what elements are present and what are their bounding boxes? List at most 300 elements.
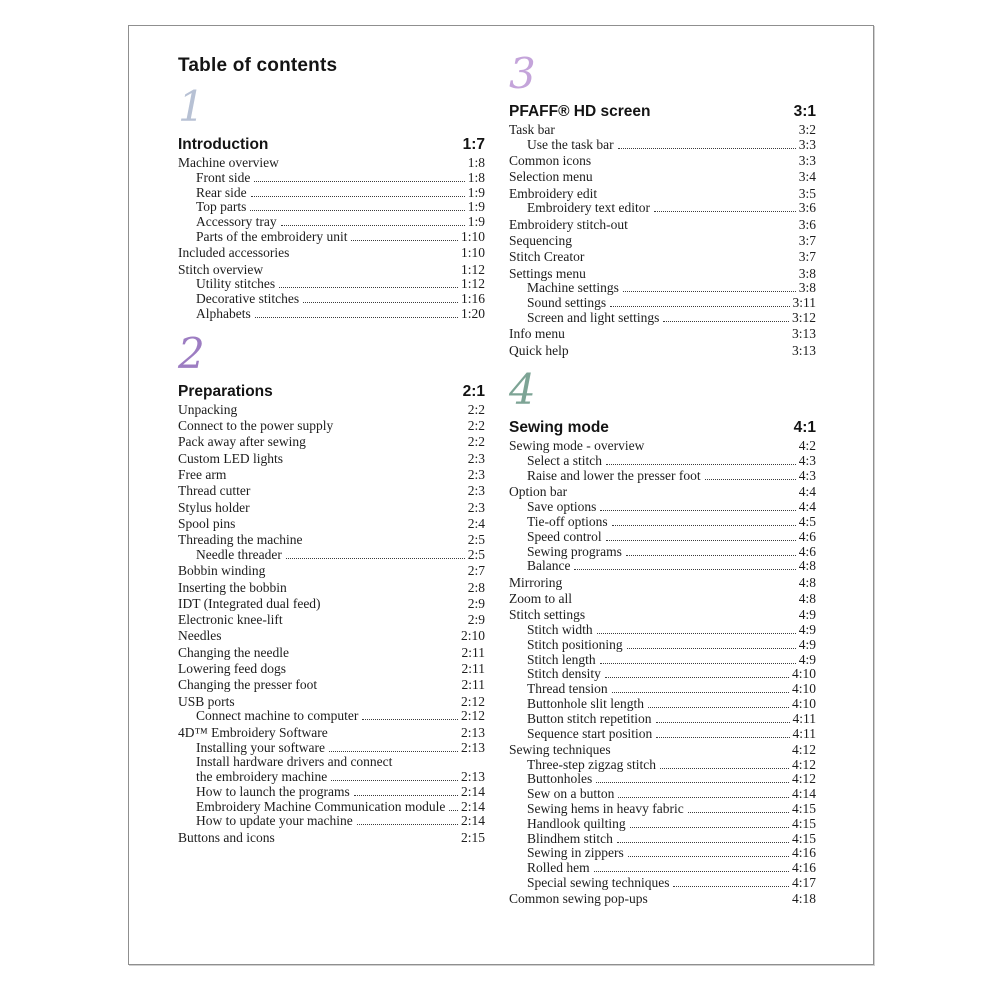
entry-label: Connect machine to computer xyxy=(196,708,359,724)
toc-entry xyxy=(509,758,816,773)
entry-label: Electronic knee-lift xyxy=(178,612,283,628)
entry-label: Needle threader xyxy=(196,546,282,562)
entry-label: Save options xyxy=(527,499,597,515)
entry-page: 4:11 xyxy=(792,725,816,741)
entry-page: 4:4 xyxy=(798,499,816,515)
entry-page: 4:11 xyxy=(792,710,816,726)
toc-entry xyxy=(509,469,816,484)
leader-dots xyxy=(656,737,789,738)
leader-dots xyxy=(286,558,465,559)
leader-dots xyxy=(600,510,795,511)
leader-dots xyxy=(648,707,789,708)
entry-label: Accessory tray xyxy=(196,214,277,230)
entry-label: USB ports xyxy=(178,693,235,709)
leader-dots xyxy=(660,768,789,769)
leader-dots xyxy=(331,780,458,781)
toc-entry xyxy=(178,200,485,215)
entry-page: 4:10 xyxy=(791,696,816,711)
entry-page: 4:8 xyxy=(798,574,816,590)
leader-dots xyxy=(612,525,796,526)
entry-page: 4:4 xyxy=(798,484,816,500)
toc-entry xyxy=(509,311,816,326)
entry-page: 4:9 xyxy=(798,607,816,623)
entry-label: Stitch positioning xyxy=(527,636,623,652)
entry-page: 4:9 xyxy=(798,651,816,667)
entry-label: Handlook quilting xyxy=(527,815,626,831)
entry-page: 3:12 xyxy=(791,310,816,326)
leader-dots xyxy=(255,317,458,318)
entry-label: Top parts xyxy=(196,199,247,215)
toc-entry xyxy=(178,215,485,230)
entry-label: Sound settings xyxy=(527,295,607,311)
section-header xyxy=(509,416,816,439)
entry-label: Machine overview xyxy=(178,155,279,170)
entry-page: 2:9 xyxy=(467,595,485,611)
section-entries xyxy=(178,156,485,322)
toc-entry xyxy=(178,484,485,499)
entry-page: 3:8 xyxy=(798,280,816,296)
toc-entry xyxy=(509,861,816,876)
entry-label: Common icons xyxy=(509,153,592,169)
entry-page: 3:2 xyxy=(798,122,816,137)
entry-label: Thread tension xyxy=(527,681,608,697)
entry-page: 2:13 xyxy=(460,769,485,785)
entry-label: Rear side xyxy=(196,184,247,200)
leader-dots xyxy=(605,677,789,678)
leader-dots xyxy=(612,692,789,693)
leader-dots xyxy=(663,321,789,322)
entry-page: 2:14 xyxy=(460,783,485,799)
toc-entry xyxy=(178,419,485,434)
entry-label: Pack away after sewing xyxy=(178,434,306,450)
entry-label: Embroidery Machine Communication module xyxy=(196,798,446,814)
toc-entry xyxy=(509,667,816,682)
entry-page: 1:10 xyxy=(460,228,485,244)
entry-page: 2:11 xyxy=(461,661,485,677)
entry-label: Settings menu xyxy=(509,265,586,281)
entry-page: 1:9 xyxy=(467,199,485,215)
toc-entry xyxy=(509,123,816,138)
entry-label: Unpacking xyxy=(178,401,238,417)
entry-label: Sequence start position xyxy=(527,725,653,741)
entry-page: 4:12 xyxy=(791,771,816,787)
entry-label: Sequencing xyxy=(509,233,572,249)
entry-page: 4:9 xyxy=(798,622,816,638)
toc-entry xyxy=(178,662,485,677)
entry-page: 3:6 xyxy=(798,216,816,232)
toc-column-left xyxy=(178,56,485,846)
leader-dots xyxy=(628,856,789,857)
entry-label: Mirroring xyxy=(509,574,563,590)
toc-entry xyxy=(509,892,816,907)
entry-page: 3:5 xyxy=(798,185,816,201)
leader-dots xyxy=(656,722,790,723)
section-header xyxy=(178,133,485,156)
toc-entry xyxy=(178,709,485,724)
toc-entry xyxy=(509,154,816,169)
entry-page: 1:8 xyxy=(467,155,485,170)
entry-page: 2:13 xyxy=(460,724,485,740)
entry-label: Info menu xyxy=(509,326,565,342)
entry-page: 4:2 xyxy=(798,438,816,454)
toc-entry xyxy=(178,156,485,171)
entry-page: 4:18 xyxy=(791,891,816,907)
entry-label: Blindhem stitch xyxy=(527,830,613,846)
entry-label: How to update your machine xyxy=(196,813,353,829)
toc-entry xyxy=(509,817,816,832)
entry-label: Changing the presser foot xyxy=(178,677,318,693)
toc-entry xyxy=(178,468,485,483)
entry-page: 4:15 xyxy=(791,815,816,831)
leader-dots xyxy=(600,663,796,664)
toc-entry xyxy=(509,327,816,342)
entry-page: 4:12 xyxy=(791,741,816,757)
entry-label: Sewing techniques xyxy=(509,741,611,757)
toc-entry xyxy=(178,678,485,693)
toc-entry xyxy=(509,250,816,265)
toc-column-right xyxy=(509,49,816,907)
entry-label: Machine settings xyxy=(527,280,619,296)
entry-page: 2:5 xyxy=(467,532,485,548)
leader-dots xyxy=(362,719,458,720)
leader-dots xyxy=(673,886,789,887)
section-title: Sewing mode xyxy=(509,419,609,437)
toc-entry xyxy=(178,263,485,278)
entry-page: 2:5 xyxy=(467,546,485,562)
toc-entry xyxy=(178,613,485,628)
entry-page: 1:9 xyxy=(467,214,485,230)
toc-entry xyxy=(178,629,485,644)
toc-entry xyxy=(509,201,816,216)
entry-page: 2:15 xyxy=(460,829,485,845)
section-page: 3:1 xyxy=(793,103,816,120)
entry-label: Rolled hem xyxy=(527,860,590,876)
toc-entry xyxy=(178,452,485,467)
entry-page: 3:3 xyxy=(798,153,816,169)
entry-page: 4:8 xyxy=(798,590,816,606)
entry-label: Embroidery edit xyxy=(509,185,598,201)
entry-page: 3:11 xyxy=(792,295,816,311)
toc-entry xyxy=(509,218,816,233)
toc-entry xyxy=(509,876,816,891)
entry-page: 2:3 xyxy=(467,483,485,499)
entry-label: Sewing in zippers xyxy=(527,845,624,861)
toc-entry xyxy=(178,533,485,548)
section-title: Introduction xyxy=(178,136,269,153)
leader-dots xyxy=(617,842,789,843)
leader-dots xyxy=(279,287,458,288)
toc-entry xyxy=(178,597,485,612)
entry-label: Screen and light settings xyxy=(527,310,660,326)
entry-page: 2:8 xyxy=(467,579,485,595)
toc-entry xyxy=(509,653,816,668)
section-number: 4 xyxy=(509,365,536,415)
entry-page: 2:3 xyxy=(467,466,485,482)
leader-dots xyxy=(705,479,796,480)
entry-page: 2:10 xyxy=(460,628,485,644)
toc-entry xyxy=(178,770,485,785)
toc-entry xyxy=(178,171,485,186)
leader-dots xyxy=(610,306,789,307)
entry-label: Stitch density xyxy=(527,666,601,682)
toc-section-2 xyxy=(178,328,485,846)
entry-label: Buttonhole slit length xyxy=(527,696,644,711)
leader-dots xyxy=(597,633,796,634)
toc-entry xyxy=(178,277,485,292)
entry-page: 4:10 xyxy=(791,666,816,682)
entry-page: 1:12 xyxy=(460,276,485,292)
entry-page: 4:3 xyxy=(798,468,816,484)
entry-page: 3:13 xyxy=(791,342,816,358)
toc-entry xyxy=(509,296,816,311)
entry-page: 3:8 xyxy=(798,265,816,281)
section-page: 4:1 xyxy=(793,419,816,437)
leader-dots xyxy=(618,148,796,149)
section-number: 3 xyxy=(509,49,536,98)
leader-dots xyxy=(354,795,458,796)
page-title: Table of contents xyxy=(178,55,338,76)
entry-page: 4:14 xyxy=(791,786,816,802)
toc-entry xyxy=(509,802,816,817)
entry-page: 2:11 xyxy=(461,644,485,660)
entry-page: 4:8 xyxy=(798,558,816,574)
entry-page: 4:3 xyxy=(798,453,816,469)
toc-entry xyxy=(509,454,816,469)
toc-entry xyxy=(178,501,485,516)
leader-dots xyxy=(351,240,458,241)
toc-entry xyxy=(178,564,485,579)
toc-entry xyxy=(509,682,816,697)
toc-entry xyxy=(509,439,816,454)
leader-dots xyxy=(627,648,796,649)
leader-dots xyxy=(574,569,795,570)
toc-entry xyxy=(178,292,485,307)
toc-entry xyxy=(178,581,485,596)
toc-entry xyxy=(178,831,485,846)
entry-label: Option bar xyxy=(509,484,568,500)
leader-dots xyxy=(626,555,796,556)
leader-dots xyxy=(594,871,789,872)
toc-entry xyxy=(178,403,485,418)
toc-entry xyxy=(509,712,816,727)
toc-columns xyxy=(178,49,816,907)
entry-label: Buttons and icons xyxy=(178,829,275,845)
entry-page: 2:7 xyxy=(467,563,485,579)
toc-entry xyxy=(178,186,485,201)
entry-label: Stylus holder xyxy=(178,499,250,515)
entry-label: Use the task bar xyxy=(527,136,614,152)
toc-entry xyxy=(178,814,485,829)
entry-label: Raise and lower the presser foot xyxy=(527,468,701,484)
toc-entry xyxy=(509,138,816,153)
entry-page: 3:7 xyxy=(798,249,816,265)
toc-entry xyxy=(509,344,816,359)
entry-label: Changing the needle xyxy=(178,644,289,660)
entry-label: Button stitch repetition xyxy=(527,710,652,726)
entry-page: 1:16 xyxy=(460,291,485,307)
toc-entry xyxy=(509,608,816,623)
toc-entry xyxy=(509,697,816,712)
entry-label: Custom LED lights xyxy=(178,450,284,466)
entry-label: Thread cutter xyxy=(178,483,251,499)
entry-label: Threading the machine xyxy=(178,532,303,548)
entry-label: Included accessories xyxy=(178,245,290,261)
section-header xyxy=(509,100,816,123)
toc-entry xyxy=(178,755,485,770)
entry-page: 1:9 xyxy=(467,184,485,200)
entry-page: 3:3 xyxy=(798,136,816,152)
entry-page: 4:9 xyxy=(798,636,816,652)
toc-entry xyxy=(509,576,816,591)
leader-dots xyxy=(329,751,458,752)
section-page: 2:1 xyxy=(462,382,485,400)
entry-page: 3:7 xyxy=(798,233,816,249)
leader-dots xyxy=(623,291,796,292)
entry-label: Sew on a button xyxy=(527,786,615,802)
entry-label: Embroidery text editor xyxy=(527,200,650,216)
toc-entry xyxy=(509,638,816,653)
toc-entry xyxy=(509,787,816,802)
entry-label: Embroidery stitch-out xyxy=(509,216,628,232)
section-number: 2 xyxy=(178,328,205,378)
leader-dots xyxy=(606,540,796,541)
section-page: 1:7 xyxy=(462,136,485,153)
entry-label: Alphabets xyxy=(196,305,251,321)
entry-label: Lowering feed dogs xyxy=(178,661,286,677)
section-title: Preparations xyxy=(178,382,273,400)
entry-label: Bobbin winding xyxy=(178,563,266,579)
entry-page: 4:5 xyxy=(798,513,816,529)
toc-entry xyxy=(178,307,485,322)
leader-dots xyxy=(606,464,796,465)
entry-label: Common sewing pop-ups xyxy=(509,891,648,907)
entry-label: Special sewing techniques xyxy=(527,875,670,891)
toc-entry xyxy=(509,187,816,202)
toc-entry xyxy=(178,435,485,450)
entry-label: Task bar xyxy=(509,122,555,137)
toc-entry xyxy=(509,281,816,296)
entry-label: Install hardware drivers and connect xyxy=(196,754,393,770)
toc-entry xyxy=(178,695,485,710)
toc-entry xyxy=(509,743,816,758)
toc-entry xyxy=(178,246,485,261)
entry-page: 4:10 xyxy=(791,681,816,697)
toc-entry xyxy=(178,646,485,661)
entry-label: Front side xyxy=(196,169,251,185)
toc-entry xyxy=(509,515,816,530)
leader-dots xyxy=(654,211,796,212)
leader-dots xyxy=(688,812,789,813)
entry-page: 2:4 xyxy=(467,515,485,531)
entry-page: 2:2 xyxy=(467,434,485,450)
entry-page: 3:13 xyxy=(791,326,816,342)
section-entries xyxy=(509,439,816,907)
section-title: PFAFF® HD screen xyxy=(509,103,651,120)
entry-page: 2:2 xyxy=(467,418,485,434)
toc-entry xyxy=(509,545,816,560)
entry-label: Connect to the power supply xyxy=(178,418,334,434)
toc-entry xyxy=(178,517,485,532)
toc-entry xyxy=(509,832,816,847)
leader-dots xyxy=(250,210,464,211)
toc-entry xyxy=(178,548,485,563)
entry-page: 4:6 xyxy=(798,528,816,544)
leader-dots xyxy=(303,302,458,303)
toc-entry xyxy=(509,234,816,249)
leader-dots xyxy=(357,824,458,825)
entry-page: 1:10 xyxy=(460,245,485,261)
toc-entry xyxy=(178,785,485,800)
entry-page: 4:15 xyxy=(791,801,816,817)
entry-label: Select a stitch xyxy=(527,453,602,469)
entry-page: 4:12 xyxy=(791,756,816,772)
toc-entry xyxy=(509,485,816,500)
entry-page: 2:2 xyxy=(467,401,485,417)
entry-page: 3:6 xyxy=(798,200,816,216)
toc-entry xyxy=(178,726,485,741)
leader-dots xyxy=(596,782,789,783)
entry-page: 2:3 xyxy=(467,450,485,466)
entry-label: Inserting the bobbin xyxy=(178,579,287,595)
entry-page: 3:4 xyxy=(798,169,816,185)
entry-label: Balance xyxy=(527,558,571,574)
entry-label: Sewing mode - overview xyxy=(509,438,645,454)
section-entries xyxy=(509,123,816,358)
leader-dots xyxy=(630,827,789,828)
entry-page: 2:12 xyxy=(460,693,485,709)
entry-label: Selection menu xyxy=(509,169,593,185)
toc-entry xyxy=(178,800,485,815)
entry-label: Parts of the embroidery unit xyxy=(196,228,348,244)
entry-label: Installing your software xyxy=(196,739,325,755)
toc-entry xyxy=(509,727,816,742)
entry-page: 4:6 xyxy=(798,543,816,559)
entry-label: Needles xyxy=(178,628,222,644)
section-header xyxy=(178,380,485,403)
entry-page: 2:14 xyxy=(460,798,485,814)
entry-label: Zoom to all xyxy=(509,590,572,606)
toc-entry xyxy=(178,741,485,756)
entry-page: 2:12 xyxy=(460,708,485,724)
entry-page: 1:8 xyxy=(467,169,485,185)
leader-dots xyxy=(251,196,465,197)
entry-page: 4:15 xyxy=(791,830,816,846)
entry-label: Buttonholes xyxy=(527,771,593,787)
toc-entry xyxy=(178,230,485,245)
entry-label: Three-step zigzag stitch xyxy=(527,756,656,772)
toc-entry xyxy=(509,623,816,638)
entry-page: 4:17 xyxy=(791,875,816,891)
entry-label: Sewing hems in heavy fabric xyxy=(527,801,684,817)
toc-section-4 xyxy=(509,365,816,907)
section-number: 1 xyxy=(178,82,205,131)
toc-entry xyxy=(509,592,816,607)
entry-label: IDT (Integrated dual feed) xyxy=(178,595,321,611)
entry-page: 2:3 xyxy=(467,499,485,515)
toc-entry xyxy=(509,846,816,861)
leader-dots xyxy=(618,797,789,798)
entry-label: Utility stitches xyxy=(196,276,276,292)
entry-label: Quick help xyxy=(509,342,569,358)
toc-entry xyxy=(509,772,816,787)
toc-entry xyxy=(509,170,816,185)
entry-label: Stitch width xyxy=(527,622,593,638)
entry-page: 4:16 xyxy=(791,860,816,876)
entry-page: 4:16 xyxy=(791,845,816,861)
entry-label: Tie-off options xyxy=(527,513,608,529)
entry-page: 2:9 xyxy=(467,612,485,628)
entry-page: 1:20 xyxy=(460,305,485,321)
